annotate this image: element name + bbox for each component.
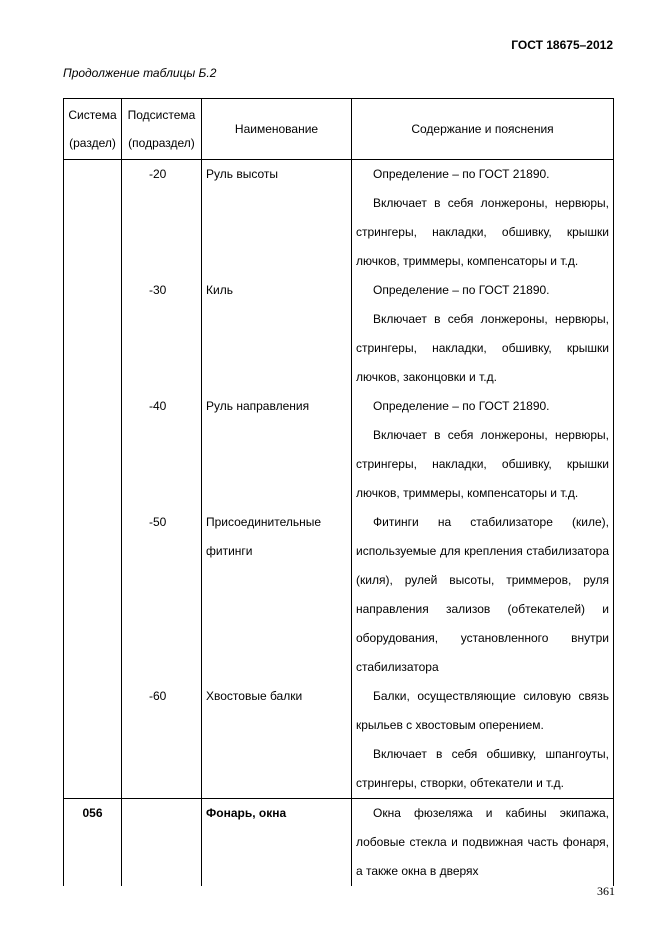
content-cell [352,508,614,682]
system-cell [64,160,122,277]
standard-header: ГОСТ 18675–2012 [511,38,613,52]
system-cell [64,508,122,682]
content-cell [352,392,614,508]
classification-table [63,98,614,886]
table-row [64,508,614,682]
content-paragraph: Определение – по ГОСТ 21890. [373,399,550,413]
subsystem-cell: -20 [122,160,202,277]
content-paragraph: Включает в себя обшивку, шпангоуты, стрингеры, створки, обтекатели и т.д. [356,747,609,790]
content-cell [352,799,614,887]
name-cell: Киль [202,276,352,392]
column-header-content: Содержание и пояснения [352,99,614,160]
content-cell [352,160,614,277]
system-cell: 056 [64,799,122,887]
table-row [64,682,614,799]
table-row [64,160,614,277]
column-header-subsystem-line1: Подсистема [127,108,196,122]
name-cell: Руль высоты [202,160,352,277]
column-header-system-line2: (раздел) [69,136,116,150]
content-cell [352,682,614,799]
content-paragraph: Включает в себя лонжероны, нервюры, стрингеры, накладки, обшивку, крышки лючков, триммеры, компенсаторы и т.д. [356,428,609,500]
subsystem-cell: -40 [122,392,202,508]
subsystem-cell: -30 [122,276,202,392]
content-paragraph: Фитинги на стабилизаторе (киле), используемые для крепления стабилизатора (киля), рулей высоты, триммеров, руля направления зализов (обтекателей) и оборудования, установленного внутри стабилизатора [356,515,609,674]
content-paragraph: Определение – по ГОСТ 21890. [373,283,550,297]
column-header-subsystem [122,99,202,160]
name-cell: Хвостовые балки [202,682,352,799]
content-paragraph: Балки, осуществляющие силовую связь крыльев с хвостовым оперением. [356,689,609,732]
column-header-system-line1: Система [68,108,117,122]
column-header-subsystem-line2: (подраздел) [128,136,195,150]
table-row [64,392,614,508]
content-paragraph: Определение – по ГОСТ 21890. [373,167,550,181]
content-paragraph: Включает в себя лонжероны, нервюры, стрингеры, накладки, обшивку, крышки лючков, законцовки и т.д. [356,312,609,384]
table-row [64,276,614,392]
system-cell [64,392,122,508]
subsystem-cell: -60 [122,682,202,799]
content-paragraph: Окна фюзеляжа и кабины экипажа, лобовые стекла и подвижная часть фонаря, а также окна в дверях [356,806,609,878]
name-cell: Присоединительные фитинги [202,508,352,682]
table-row [64,799,614,887]
table-header-row [64,99,614,160]
column-header-system [64,99,122,160]
system-cell [64,682,122,799]
name-cell: Руль направления [202,392,352,508]
column-header-name: Наименование [202,99,352,160]
subsystem-cell: -50 [122,508,202,682]
subsystem-cell [122,799,202,887]
table-caption: Продолжение таблицы Б.2 [63,66,217,80]
content-cell [352,276,614,392]
name-cell: Фонарь, окна [202,799,352,887]
page-number: 361 [597,884,615,898]
content-paragraph: Включает в себя лонжероны, нервюры, стрингеры, накладки, обшивку, крышки лючков, триммеры, компенсаторы и т.д. [356,196,609,268]
system-cell [64,276,122,392]
